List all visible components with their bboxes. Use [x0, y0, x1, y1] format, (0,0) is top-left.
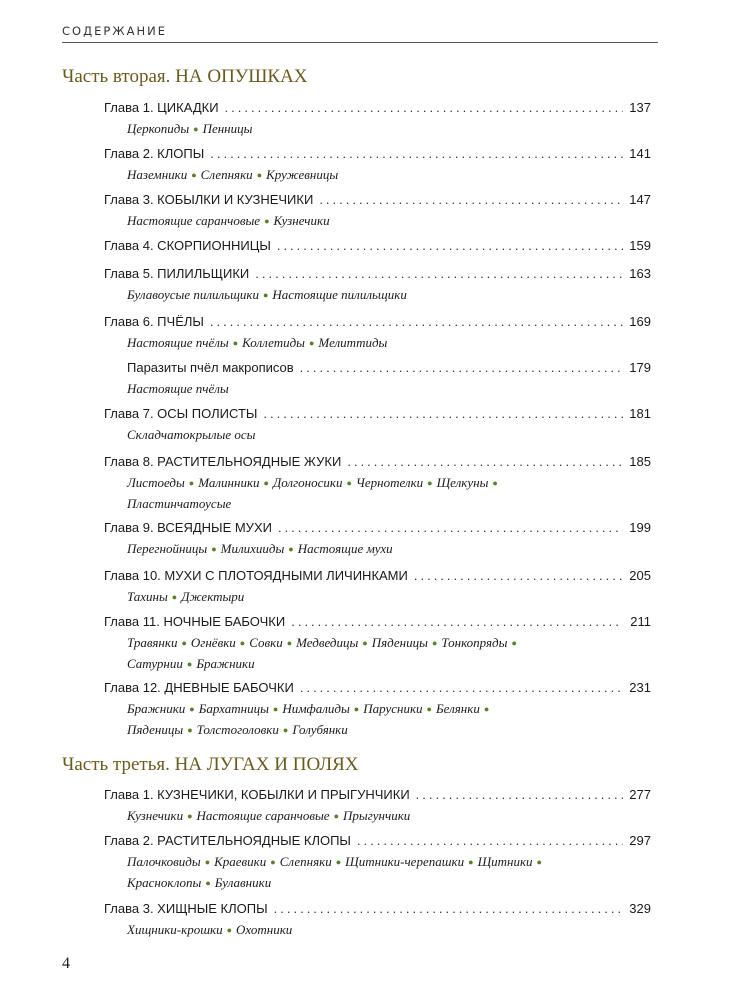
subtopic: Травянки [127, 635, 178, 650]
subtopic: Милихииды [220, 541, 285, 556]
subtopic-line [127, 379, 651, 399]
toc-entry[interactable] [104, 614, 651, 675]
chapter-title[interactable]: Глава 12. ДНЕВНЫЕ БАБОЧКИ [104, 680, 294, 695]
subtopics [127, 211, 651, 232]
subtopic: Наземники [127, 167, 188, 182]
page-ref[interactable]: 205 [629, 568, 651, 583]
dot-leader [263, 406, 623, 421]
subtopic: Краевики [214, 854, 267, 869]
subtopic: Настоящие мухи [297, 541, 393, 556]
part-title: Часть третья. НА ЛУГАХ И ПОЛЯХ [62, 754, 359, 775]
chapter-title[interactable]: Глава 8. РАСТИТЕЛЬНОЯДНЫЕ ЖУКИ [104, 454, 342, 469]
bullet-icon: ● [191, 170, 197, 180]
subtopic: Парусники [363, 701, 423, 716]
chapter-title[interactable]: Глава 5. ПИЛИЛЬЩИКИ [104, 266, 250, 281]
subtopic-line [127, 806, 651, 827]
toc-entry[interactable] [104, 192, 651, 232]
page-number: 4 [62, 955, 70, 972]
toc-entry-line [104, 901, 651, 916]
bullet-icon: ● [282, 725, 289, 735]
chapter-title[interactable]: Глава 2. РАСТИТЕЛЬНОЯДНЫЕ КЛОПЫ [104, 833, 351, 848]
subtopics [127, 920, 651, 941]
bullet-icon: ● [288, 544, 294, 554]
toc-entry[interactable] [104, 680, 651, 741]
toc-entry[interactable] [104, 568, 651, 608]
subtopic-line [127, 852, 651, 873]
subtopic-line [127, 654, 651, 675]
page-ref[interactable]: 179 [629, 360, 651, 375]
subtopic: Джектыри [181, 589, 245, 604]
subtopic: Хищники-крошки [127, 922, 223, 937]
subtopic: Перегнойницы [127, 541, 208, 556]
bullet-icon: ● [205, 878, 211, 888]
subtopic-line [127, 425, 651, 445]
subtopic: Складчатокрылые осы [127, 427, 256, 442]
toc-entry[interactable] [104, 238, 651, 253]
subtopics [127, 473, 651, 514]
toc-entry[interactable] [127, 360, 651, 399]
subtopic: Настоящие саранчовые [196, 808, 330, 823]
subtopic: Белянки [435, 701, 480, 716]
subtopic: Булавоусые пилильщики [127, 287, 259, 302]
subtopic: Сатурнии [127, 656, 183, 671]
toc-entry[interactable] [104, 901, 651, 941]
bullet-icon: ● [483, 704, 490, 714]
subtopic-line [127, 165, 651, 186]
chapter-title[interactable]: Глава 2. КЛОПЫ [104, 146, 205, 161]
dot-leader [291, 614, 623, 629]
subtopics [127, 539, 651, 560]
dot-leader [277, 238, 623, 253]
subtopic: Щелкуны [436, 475, 489, 490]
bullet-icon: ● [286, 638, 293, 648]
subtopic: Пяденицы [127, 722, 184, 737]
bullet-icon: ● [189, 704, 195, 714]
bullet-icon: ● [263, 478, 269, 488]
dot-leader [225, 100, 623, 115]
toc-entry-line [127, 360, 651, 375]
chapter-title[interactable]: Глава 10. МУХИ С ПЛОТОЯДНЫМИ ЛИЧИНКАМИ [104, 568, 408, 583]
bullet-icon: ● [204, 857, 211, 867]
dot-leader [347, 454, 623, 469]
subtopic: Пяденицы [371, 635, 428, 650]
subtopic: Огнёвки [190, 635, 236, 650]
chapter-title[interactable]: Глава 3. ХИЩНЫЕ КЛОПЫ [104, 901, 268, 916]
toc-entry-line [104, 146, 651, 161]
subtopics [127, 165, 651, 186]
subtopic: Бражники [127, 701, 186, 716]
bullet-icon: ● [187, 811, 193, 821]
subtopics [127, 379, 651, 399]
bullet-icon: ● [232, 338, 239, 348]
subtopic: Листоеды [127, 475, 185, 490]
subtopics [127, 333, 651, 354]
bullet-icon: ● [262, 290, 269, 300]
subtopic-line [127, 539, 651, 560]
subtopic-line [127, 720, 651, 741]
part-title: Часть вторая. НА ОПУШКАХ [62, 66, 308, 87]
running-header-title: СОДЕРЖАНИЕ [62, 24, 168, 38]
toc-entry[interactable] [104, 454, 651, 514]
chapter-title[interactable]: Глава 1. КУЗНЕЧИКИ, КОБЫЛКИ И ПРЫГУНЧИКИ [104, 787, 410, 802]
subtopic: Кружевницы [266, 167, 339, 182]
subtopic: Щитники-черепашки [345, 854, 465, 869]
bullet-icon: ● [193, 124, 199, 134]
toc-entry-line [104, 520, 651, 535]
dot-leader [300, 360, 623, 375]
subtopic: Долгоносики [272, 475, 343, 490]
subtopic: Пластинчатоусые [127, 496, 232, 511]
subtopic: Тахины [127, 589, 168, 604]
subtopic-line [127, 587, 651, 608]
toc-entry[interactable] [104, 314, 651, 354]
page-ref[interactable]: 181 [629, 406, 651, 421]
subtopic: Красноклопы [127, 875, 202, 890]
toc-entry-line [104, 238, 651, 253]
page-ref[interactable]: 199 [629, 520, 651, 535]
bullet-icon: ● [181, 638, 187, 648]
chapter-title[interactable]: Глава 6. ПЧЁЛЫ [104, 314, 204, 329]
subtopic: Чернотелки [355, 475, 424, 490]
subtopic: Пенницы [202, 121, 253, 136]
page-ref[interactable]: 231 [629, 680, 651, 695]
subtopic: Охотники [236, 922, 293, 937]
chapter-title[interactable]: Глава 9. ВСЕЯДНЫЕ МУХИ [104, 520, 272, 535]
bullet-icon: ● [272, 704, 279, 714]
subtopic-line [127, 633, 651, 654]
bullet-icon: ● [536, 857, 542, 867]
bullet-icon: ● [335, 857, 342, 867]
page-ref[interactable]: 147 [629, 192, 651, 207]
subtopic: Палочковиды [127, 854, 201, 869]
bullet-icon: ● [211, 544, 217, 554]
subtopic-line [127, 873, 651, 894]
toc-entry-line [104, 454, 651, 469]
subtopics [127, 425, 651, 445]
chapter-title[interactable]: Паразиты пчёл макрописов [127, 360, 294, 375]
subtopic-line [127, 494, 651, 514]
bullet-icon: ● [511, 638, 517, 648]
bullet-icon: ● [256, 170, 263, 180]
subtopics [127, 852, 651, 894]
subtopics [127, 587, 651, 608]
bullet-icon: ● [264, 216, 270, 226]
dot-leader [319, 192, 623, 207]
subtopic: Щитники [477, 854, 533, 869]
toc-entry-line [104, 192, 651, 207]
subtopic: Коллетиды [242, 335, 305, 350]
bullet-icon: ● [346, 478, 352, 488]
subtopic: Мелиттиды [318, 335, 388, 350]
page-ref[interactable]: 169 [629, 314, 651, 329]
bullet-icon: ● [308, 338, 315, 348]
subtopic-line [127, 699, 651, 720]
subtopic: Слепняки [200, 167, 253, 182]
subtopic-line [127, 285, 651, 306]
subtopic-line [127, 333, 651, 354]
subtopic: Бархатницы [198, 701, 269, 716]
toc-entry-line [104, 787, 651, 802]
toc-entry-line [104, 680, 651, 695]
bullet-icon: ● [427, 478, 433, 488]
toc-entry-line [104, 314, 651, 329]
toc-entry[interactable] [104, 406, 651, 445]
subtopic: Настоящие пчёлы [127, 335, 229, 350]
running-header [62, 24, 658, 38]
subtopic: Тонкопряды [441, 635, 508, 650]
bullet-icon: ● [362, 638, 368, 648]
bullet-icon: ● [468, 857, 474, 867]
toc-entry[interactable] [104, 100, 651, 140]
toc-entry[interactable] [104, 833, 651, 894]
subtopic: Толстоголовки [196, 722, 279, 737]
dot-leader [274, 901, 623, 916]
toc-entry-line [104, 406, 651, 421]
subtopic: Медведицы [296, 635, 359, 650]
subtopics [127, 119, 651, 140]
subtopic: Настоящие пилильщики [272, 287, 407, 302]
subtopic: Малинники [198, 475, 260, 490]
dot-leader [278, 520, 623, 535]
dot-leader [210, 146, 623, 161]
page-ref[interactable]: 329 [629, 901, 651, 916]
bullet-icon: ● [239, 638, 246, 648]
toc-entry[interactable] [104, 266, 651, 306]
toc-entry-line [104, 266, 651, 281]
header-rule [62, 42, 658, 43]
toc-entry-line [104, 833, 651, 848]
toc-entry[interactable] [104, 146, 651, 186]
dot-leader [414, 568, 623, 583]
page-ref[interactable]: 297 [629, 833, 651, 848]
toc-entry[interactable] [104, 787, 651, 827]
subtopic: Голубянки [292, 722, 348, 737]
bullet-icon: ● [270, 857, 276, 867]
chapter-title[interactable]: Глава 3. КОБЫЛКИ И КУЗНЕЧИКИ [104, 192, 314, 207]
subtopics [127, 285, 651, 306]
page-ref[interactable]: 211 [630, 614, 651, 629]
bullet-icon: ● [226, 925, 233, 935]
subtopic: Кузнечики [273, 213, 330, 228]
bullet-icon: ● [426, 704, 432, 714]
chapter-title[interactable]: Глава 1. ЦИКАДКИ [104, 100, 219, 115]
page-ref[interactable]: 137 [629, 100, 651, 115]
toc-entry-line [104, 568, 651, 583]
subtopic: Бражники [196, 656, 255, 671]
subtopic: Настоящие пчёлы [127, 381, 229, 396]
page-ref[interactable]: 141 [629, 146, 651, 161]
toc-entry-line [104, 100, 651, 115]
subtopic: Булавники [214, 875, 272, 890]
bullet-icon: ● [431, 638, 438, 648]
dot-leader [210, 314, 623, 329]
subtopic: Нимфалиды [282, 701, 350, 716]
subtopics [127, 806, 651, 827]
subtopic: Совки [249, 635, 283, 650]
subtopics [127, 699, 651, 741]
bullet-icon: ● [188, 478, 195, 488]
chapter-title[interactable]: Глава 11. НОЧНЫЕ БАБОЧКИ [104, 614, 286, 629]
bullet-icon: ● [492, 478, 498, 488]
dot-leader [255, 266, 623, 281]
subtopic: Прыгунчики [343, 808, 411, 823]
toc-entry-line [104, 614, 651, 629]
bullet-icon: ● [171, 592, 178, 602]
subtopic: Кузнечики [127, 808, 184, 823]
subtopics [127, 633, 651, 675]
bullet-icon: ● [333, 811, 340, 821]
toc-entry[interactable] [104, 520, 651, 560]
subtopic: Настоящие саранчовые [127, 213, 261, 228]
subtopic: Слепняки [279, 854, 332, 869]
bullet-icon: ● [186, 659, 193, 669]
dot-leader [416, 787, 623, 802]
chapter-title[interactable]: Глава 7. ОСЫ ПОЛИСТЫ [104, 406, 258, 421]
dot-leader [300, 680, 623, 695]
bullet-icon: ● [187, 725, 193, 735]
page-ref[interactable]: 159 [629, 238, 651, 253]
subtopic-line [127, 920, 651, 941]
subtopic-line [127, 211, 651, 232]
page-ref[interactable]: 185 [629, 454, 651, 469]
chapter-title[interactable]: Глава 4. СКОРПИОННИЦЫ [104, 238, 271, 253]
page-ref[interactable]: 277 [629, 787, 651, 802]
subtopic-line [127, 119, 651, 140]
page-ref[interactable]: 163 [629, 266, 651, 281]
bullet-icon: ● [353, 704, 360, 714]
subtopic: Церкопиды [127, 121, 190, 136]
subtopic-line [127, 473, 651, 494]
dot-leader [357, 833, 623, 848]
